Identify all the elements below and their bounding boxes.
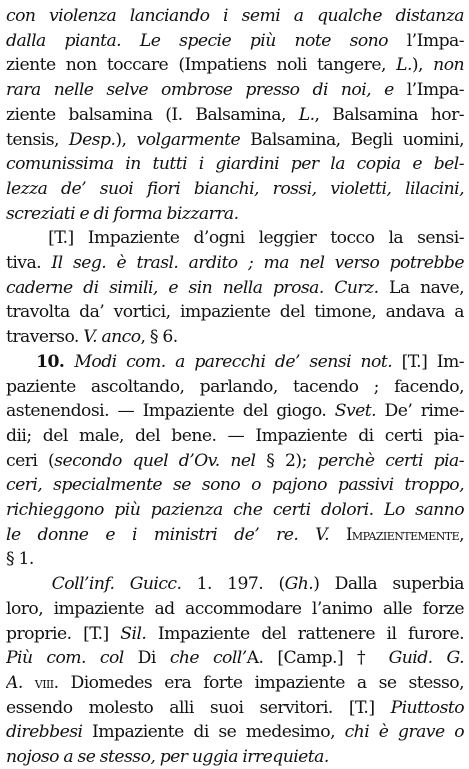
text-line [6, 646, 464, 670]
text-run: § 2); [255, 450, 318, 471]
text-run: rara nelle selve ombrose presso di noi, e [6, 80, 407, 101]
text-run: . Diomedes era forte impaziente a se stesso, [53, 672, 464, 693]
text-line [6, 300, 464, 324]
text-line [6, 696, 464, 720]
text-run: 1. 197. ( [181, 574, 285, 595]
text-line [6, 226, 464, 250]
text-run: Coll’inf. Guicc. [6, 574, 182, 595]
text-line [6, 547, 464, 571]
text-line [6, 449, 464, 473]
text-run: , [459, 524, 464, 545]
text-run: De’ rime- [376, 401, 464, 422]
text-run: secondo quel d’Ov. nel [54, 450, 256, 471]
text-run: Sil. [120, 623, 147, 644]
text-run: [T.] Impaziente d’ogni leggier tocco la sensi- [6, 228, 464, 249]
text-run: Impazientemente [345, 524, 460, 544]
text-run [23, 673, 35, 693]
text-line [6, 103, 464, 127]
text-run: ziente non toccare (Impatiens noli tangere, [6, 55, 397, 76]
text-run: Impaziente di se medesimo, [82, 722, 345, 743]
text-run: Gh. [284, 574, 314, 595]
text-run: Di [123, 648, 170, 669]
text-run: Il seg. è trasl. ardito ; ma nel verso potrebbe [51, 253, 464, 273]
text-line [6, 424, 464, 448]
text-line [6, 597, 464, 621]
text-run: ) Dalla superbia [313, 574, 464, 595]
text-line [6, 375, 464, 399]
text-line [6, 473, 464, 497]
text-run: che coll’ [169, 648, 247, 669]
text-line [6, 78, 464, 102]
text-run: tiva. [6, 253, 52, 273]
text-run: tensis, [6, 129, 69, 150]
text-run: Balsamina, Begli uomini, [240, 129, 464, 150]
text-run: La nave, [378, 277, 464, 298]
text-run: dii; del male, del bene. — Impaziente di certi pia- [6, 425, 464, 446]
text-run: ), [411, 55, 434, 76]
text-line [6, 177, 464, 201]
text-run: essendo molesto alli suoi servitori. [T.] [6, 697, 391, 718]
text-run: nojoso a se stesso, per uggia irrequieta. [6, 747, 329, 767]
text-run: comunissima in tutti i giardini per la copia e bel- [6, 154, 464, 175]
text-run: , § 6. [140, 327, 178, 348]
text-line [6, 720, 464, 744]
text-run: richieggono più pazienza che certi dolori. Lo sanno [6, 500, 464, 520]
text-run: astenendosi. — Impaziente del giogo. [6, 401, 335, 422]
text-run: viii [34, 672, 54, 692]
text-run: 10. [6, 351, 75, 372]
text-run: ceri ( [6, 450, 55, 471]
text-run: l’Impa- [406, 80, 464, 101]
text-run: non [433, 55, 464, 76]
text-run: ceri, specialmente se sono o pajono passivi troppo, [6, 475, 464, 496]
text-run: , Balsamina hor- [314, 104, 464, 125]
text-run: Piuttosto [390, 697, 464, 718]
text-run: direbbesi [6, 722, 83, 743]
text-run: Modi com. a parecchi de’ sensi not. [74, 351, 393, 372]
text-run: lezza de’ suoi fiori bianchi, rossi, violetti, lilacini, [6, 178, 464, 199]
text-run: dalla pianta. Le specie più note sono [6, 30, 407, 51]
text-line [6, 325, 464, 349]
text-run: screziati e di forma bizzarra. [6, 203, 239, 224]
text-run: perchè certi pia- [317, 450, 464, 471]
text-run: Guid. G. [388, 648, 464, 669]
text-run: § 1. [6, 549, 34, 570]
text-line [6, 671, 464, 695]
text-run: [T.] Im- [392, 351, 464, 372]
text-line [6, 276, 464, 300]
text-run: L. [396, 55, 412, 76]
text-run: volgarmente [136, 129, 241, 150]
text-run: Impaziente del rattenere il furore. [146, 623, 464, 644]
text-run: ziente balsamina (I. Balsamina, [6, 104, 299, 125]
text-run: Più com. col [6, 648, 124, 669]
text-run: loro, impaziente ad accommodare l’animo alle forze [6, 598, 464, 619]
text-run: L. [298, 104, 315, 125]
text-run: l’Impa- [406, 30, 464, 51]
text-run: proprie. [T.] [6, 623, 121, 644]
text-line [6, 498, 464, 522]
text-run: Desp. [68, 129, 116, 150]
text-run: traverso. [6, 327, 84, 348]
text-run: A. [Camp.] † [246, 648, 389, 669]
text-run: travolta da’ vortici, impaziente del timone, andava a [6, 302, 464, 323]
text-line [6, 251, 464, 275]
text-run: V. anco [83, 327, 141, 348]
text-run: caderne di simili, e sin nella prosa. Curz. [6, 277, 379, 298]
text-line [6, 152, 464, 176]
text-line [6, 399, 464, 423]
text-line [6, 745, 464, 769]
text-run: ), [115, 129, 137, 150]
text-line [6, 350, 464, 374]
text-line [6, 523, 464, 547]
text-run: paziente ascoltando, parlando, tacendo ; facendo, [6, 376, 464, 397]
text-line [6, 4, 464, 28]
text-run: le donne e i ministri de’ re. V. [6, 524, 346, 545]
text-line [6, 128, 464, 152]
text-run: Svet. [334, 401, 377, 422]
text-run: chi è grave o [344, 722, 464, 743]
text-line [6, 53, 464, 77]
text-line [6, 572, 464, 596]
text-line [6, 202, 464, 226]
text-line [6, 622, 464, 646]
text-run: A. [6, 672, 23, 693]
text-run: con violenza lanciando i semi a qualche distanza [6, 6, 464, 26]
text-line [6, 29, 464, 53]
